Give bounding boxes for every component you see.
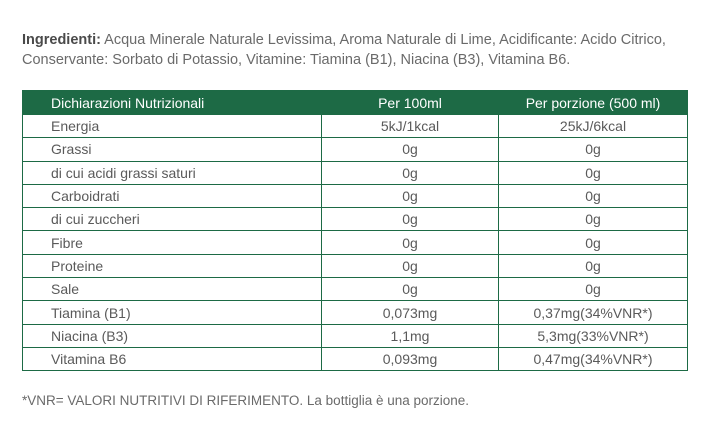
- per-100ml-value: 0g: [322, 254, 499, 277]
- table-row: [23, 138, 688, 161]
- per-portion-value: 25kJ/6kcal: [499, 115, 688, 138]
- per-portion-value: 0g: [499, 208, 688, 231]
- per-portion-value: 0g: [499, 161, 688, 184]
- table-row: [23, 161, 688, 184]
- per-100ml-value: 0,073mg: [322, 301, 499, 324]
- nutrient-name: Proteine: [23, 254, 322, 277]
- per-100ml-value: 0g: [322, 208, 499, 231]
- table-row: [23, 208, 688, 231]
- per-100ml-value: 5kJ/1kcal: [322, 115, 499, 138]
- per-100ml-value: 0g: [322, 161, 499, 184]
- per-100ml-value: 0g: [322, 278, 499, 301]
- per-portion-value: 0g: [499, 138, 688, 161]
- vnr-footnote: *VNR= VALORI NUTRITIVI DI RIFERIMENTO. La bottiglia è una porzione.: [22, 393, 470, 408]
- nutrient-name: Vitamina B6: [23, 347, 322, 370]
- nutrient-name: Carboidrati: [23, 184, 322, 207]
- nutrient-name: Niacina (B3): [23, 324, 322, 347]
- ingredients-text: Acqua Minerale Naturale Levissima, Aroma Naturale di Lime, Acidificante: Acido Citrico, Conservante: Sorbato di Potassio, Vitamine: Tiamina (B1), Niacina (B3), Vitamina B6.: [22, 32, 666, 68]
- per-100ml-value: 1,1mg: [322, 324, 499, 347]
- per-portion-value: 5,3mg(33%VNR*): [499, 324, 688, 347]
- ingredients-paragraph: [22, 30, 692, 70]
- per-portion-value: 0g: [499, 278, 688, 301]
- header-nutrition-declarations: Dichiarazioni Nutrizionali: [23, 91, 322, 115]
- nutrient-name: Energia: [23, 115, 322, 138]
- table-row: [23, 254, 688, 277]
- table-row: [23, 231, 688, 254]
- table-row: [23, 278, 688, 301]
- per-portion-value: 0,47mg(34%VNR*): [499, 347, 688, 370]
- nutrient-name: Fibre: [23, 231, 322, 254]
- per-portion-value: 0g: [499, 184, 688, 207]
- nutrient-name: Grassi: [23, 138, 322, 161]
- table-header-row: [23, 91, 688, 115]
- table-row: [23, 301, 688, 324]
- per-portion-value: 0,37mg(34%VNR*): [499, 301, 688, 324]
- table-row: [23, 324, 688, 347]
- per-100ml-value: 0g: [322, 138, 499, 161]
- per-portion-value: 0g: [499, 231, 688, 254]
- nutrient-name: di cui acidi grassi saturi: [23, 161, 322, 184]
- per-100ml-value: 0g: [322, 184, 499, 207]
- ingredients-label: Ingredienti:: [22, 32, 101, 48]
- per-100ml-value: 0g: [322, 231, 499, 254]
- header-per-portion: Per porzione (500 ml): [499, 91, 688, 115]
- nutrient-name: Tiamina (B1): [23, 301, 322, 324]
- table-row: [23, 115, 688, 138]
- header-per-100ml: Per 100ml: [322, 91, 499, 115]
- per-100ml-value: 0,093mg: [322, 347, 499, 370]
- nutrition-table: [22, 90, 688, 371]
- table-row: [23, 347, 688, 370]
- per-portion-value: 0g: [499, 254, 688, 277]
- table-row: [23, 184, 688, 207]
- nutrient-name: di cui zuccheri: [23, 208, 322, 231]
- nutrient-name: Sale: [23, 278, 322, 301]
